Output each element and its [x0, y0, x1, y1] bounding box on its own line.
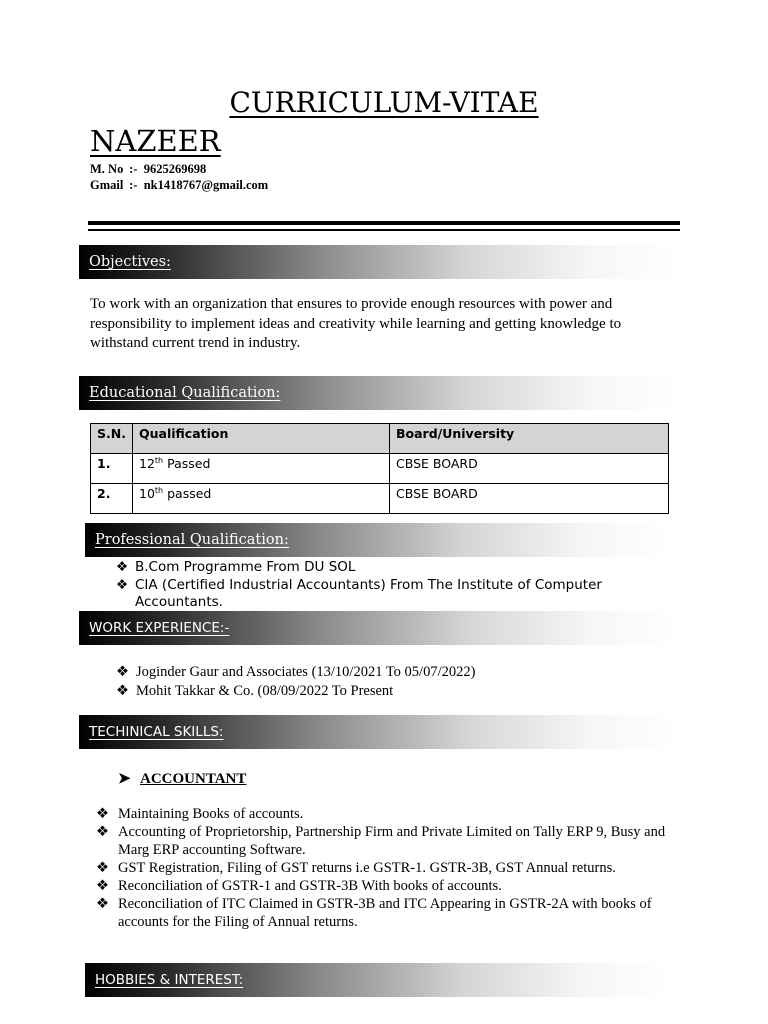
diamond-bullet-icon: ❖	[116, 664, 129, 680]
cell-sn: 1.	[91, 454, 133, 484]
diamond-bullet-icon: ❖	[96, 878, 109, 894]
list-item: ❖ Joginder Gaur and Associates (13/10/2021 To 05/07/2022)	[116, 664, 476, 680]
cell-board: CBSE BOARD	[390, 454, 669, 484]
list-item: ❖ Reconciliation of GSTR-1 and GSTR-3B With books of accounts.	[96, 878, 502, 894]
objectives-heading: Objectives:	[79, 245, 679, 279]
education-heading: Educational Qualification:	[79, 376, 679, 410]
column-header-qualification: Qualification	[133, 424, 390, 454]
mobile-label: M. No	[90, 162, 124, 176]
table-row	[91, 484, 669, 514]
list-item: ❖ Mohit Takkar & Co. (08/09/2022 To Present	[116, 683, 394, 699]
education-table	[90, 423, 669, 514]
column-header-sn: S.N.	[91, 424, 133, 454]
list-item: ❖ GST Registration, Filing of GST returns i.e GSTR-1. GSTR-3B, GST Annual returns.	[96, 860, 616, 876]
email-separator: :-	[129, 178, 138, 192]
candidate-name: NAZEER	[90, 124, 221, 158]
list-item: ❖ Reconciliation of ITC Claimed in GSTR-3B and ITC Appearing in GSTR-2A with books of accounts for the Filing of Annual returns.	[96, 896, 652, 930]
professional-heading: Professional Qualification:	[85, 523, 673, 557]
arrow-bullet-icon: ➤	[118, 771, 131, 787]
email-label: Gmail	[90, 178, 124, 192]
diamond-bullet-icon: ❖	[96, 896, 109, 912]
mobile-number: 9625269698	[143, 162, 207, 176]
list-item: ❖ CIA (Certified Industrial Accountants) From The Institute of Computer Accountants.	[116, 577, 602, 610]
list-item: ❖ Maintaining Books of accounts.	[96, 806, 304, 822]
work-experience-heading: WORK EXPERIENCE:-	[79, 611, 679, 645]
accountant-subheading: ➤ ACCOUNTANT	[118, 771, 247, 787]
header-rule-thin	[88, 229, 680, 231]
cell-qualification: 10th passed	[133, 484, 390, 514]
email-line	[90, 178, 268, 193]
column-header-board: Board/University	[390, 424, 669, 454]
hobbies-heading: HOBBIES & INTEREST:	[85, 963, 673, 997]
diamond-bullet-icon: ❖	[96, 860, 109, 876]
list-item: ❖ B.Com Programme From DU SOL	[116, 559, 356, 575]
technical-skills-heading: TECHINICAL SKILLS:	[79, 715, 679, 749]
mobile-line	[90, 162, 206, 177]
diamond-bullet-icon: ❖	[96, 824, 109, 840]
cell-sn: 2.	[91, 484, 133, 514]
diamond-bullet-icon: ❖	[116, 559, 129, 575]
cell-board: CBSE BOARD	[390, 484, 669, 514]
objectives-text: To work with an organization that ensures to provide enough resources with power and responsibility to implement ideas and creativity while learning and getting knowledge to withstand current trend in industry.	[90, 296, 622, 351]
table-header-row	[91, 424, 669, 454]
header-rule-thick	[88, 221, 680, 225]
document-title: CURRICULUM-VITAE	[229, 86, 539, 119]
cell-qualification: 12th Passed	[133, 454, 390, 484]
table-row	[91, 454, 669, 484]
mobile-separator: :-	[129, 162, 138, 176]
list-item: ❖ Accounting of Proprietorship, Partnership Firm and Private Limited on Tally ERP 9, Busy and Marg ERP accounting Software.	[96, 824, 666, 858]
diamond-bullet-icon: ❖	[116, 683, 129, 699]
email-address: nk1418767@gmail.com	[143, 178, 269, 192]
diamond-bullet-icon: ❖	[116, 577, 129, 593]
diamond-bullet-icon: ❖	[96, 806, 109, 822]
